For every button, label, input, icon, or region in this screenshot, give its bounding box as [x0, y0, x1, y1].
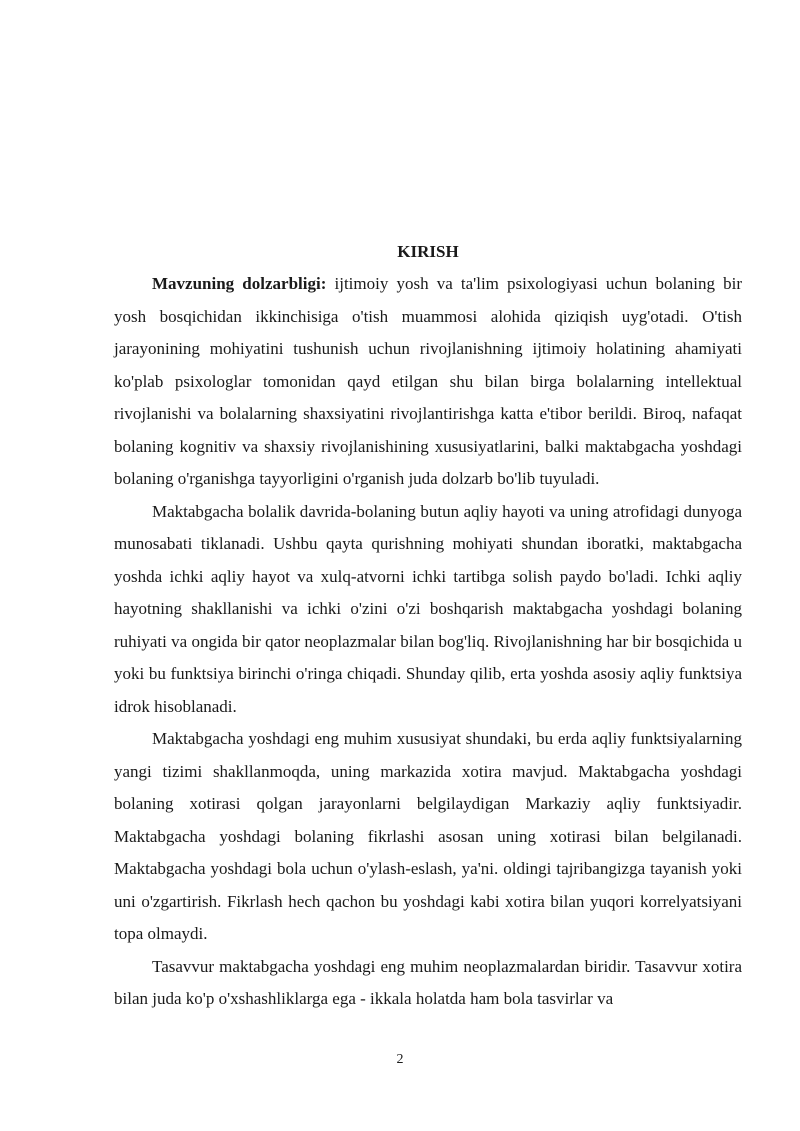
document-body [114, 236, 742, 1016]
body-paragraph-3: Tasavvur maktabgacha yoshdagi eng muhim neoplazmalardan biridir. Tasavvur xotira bilan juda ko'p o'xshashliklarga ega - ikkala holatda ham bola tasvirlar va [114, 956, 742, 1008]
page-number: 2 [396, 1052, 404, 1067]
intro-text: ijtimoiy yosh va ta'lim psixologiyasi uchun bolaning bir yosh bosqichidan ikkinchisiga o'tish muammosi alohida qiziqish uyg'otadi. O'tish jarayonining mohiyatini tushunish uchun rivojlanishning ijtimoiy holatining ahamiyati ko'plab psixologlar tomonidan qayd etilgan shu bilan birga bolalarning intellektual rivojlanishi va bolalarning shaxsiyatini rivojlantirishga katta e'tibor berildi. Biroq, nafaqat bolaning kognitiv va shaxsiy rivojlanishining xususiyatlarini, balki maktabgacha yoshdagi bolaning o'rganishga tayyorligini o'rganish juda dolzarb bo'lib tuyuladi. [114, 274, 743, 488]
intro-lead: Mavzuning dolzarbligi: [152, 274, 327, 293]
section-heading: KIRISH [397, 242, 459, 261]
body-paragraph-1: Maktabgacha bolalik davrida-bolaning butun aqliy hayoti va uning atrofidagi dunyoga munosabati tiklanadi. Ushbu qayta qurishning mohiyati shundan iboratki, maktabgacha yoshda ichki aqliy hayot va xulq-atvorni ichki tartibga solish paydo bo'ladi. Ichki aqliy hayotning shakllanishi va ichki o'zini o'zi boshqarish maktabgacha yoshdagi bolaning ruhiyati va ongida bir qator neoplazmalar bilan bog'liq. Rivojlanishning har bir bosqichida u yoki bu funktsiya birinchi o'ringa chiqadi. Shunday qilib, erta yoshda asosiy aqliy funktsiya idrok hisoblanadi. [114, 501, 742, 716]
intro-paragraph [114, 268, 742, 496]
body-paragraph-2: Maktabgacha yoshdagi eng muhim xususiyat shundaki, bu erda aqliy funktsiyalarning yangi tizimi shakllanmoqda, uning markazida xotira mavjud. Maktabgacha yoshdagi bolaning xotirasi qolgan jarayonlarni belgilaydigan Markaziy aqliy funktsiyadir. Maktabgacha yoshdagi bolaning fikrlashi asosan uning xotirasi bilan belgilanadi. Maktabgacha yoshdagi bola uchun o'ylash-eslash, ya'ni. oldingi tajribangizga tayanish yoki uni o'zgartirish. Fikrlash hech qachon bu yoshdagi kabi xotira bilan yuqori korrelyatsiyani topa olmaydi. [114, 729, 742, 943]
